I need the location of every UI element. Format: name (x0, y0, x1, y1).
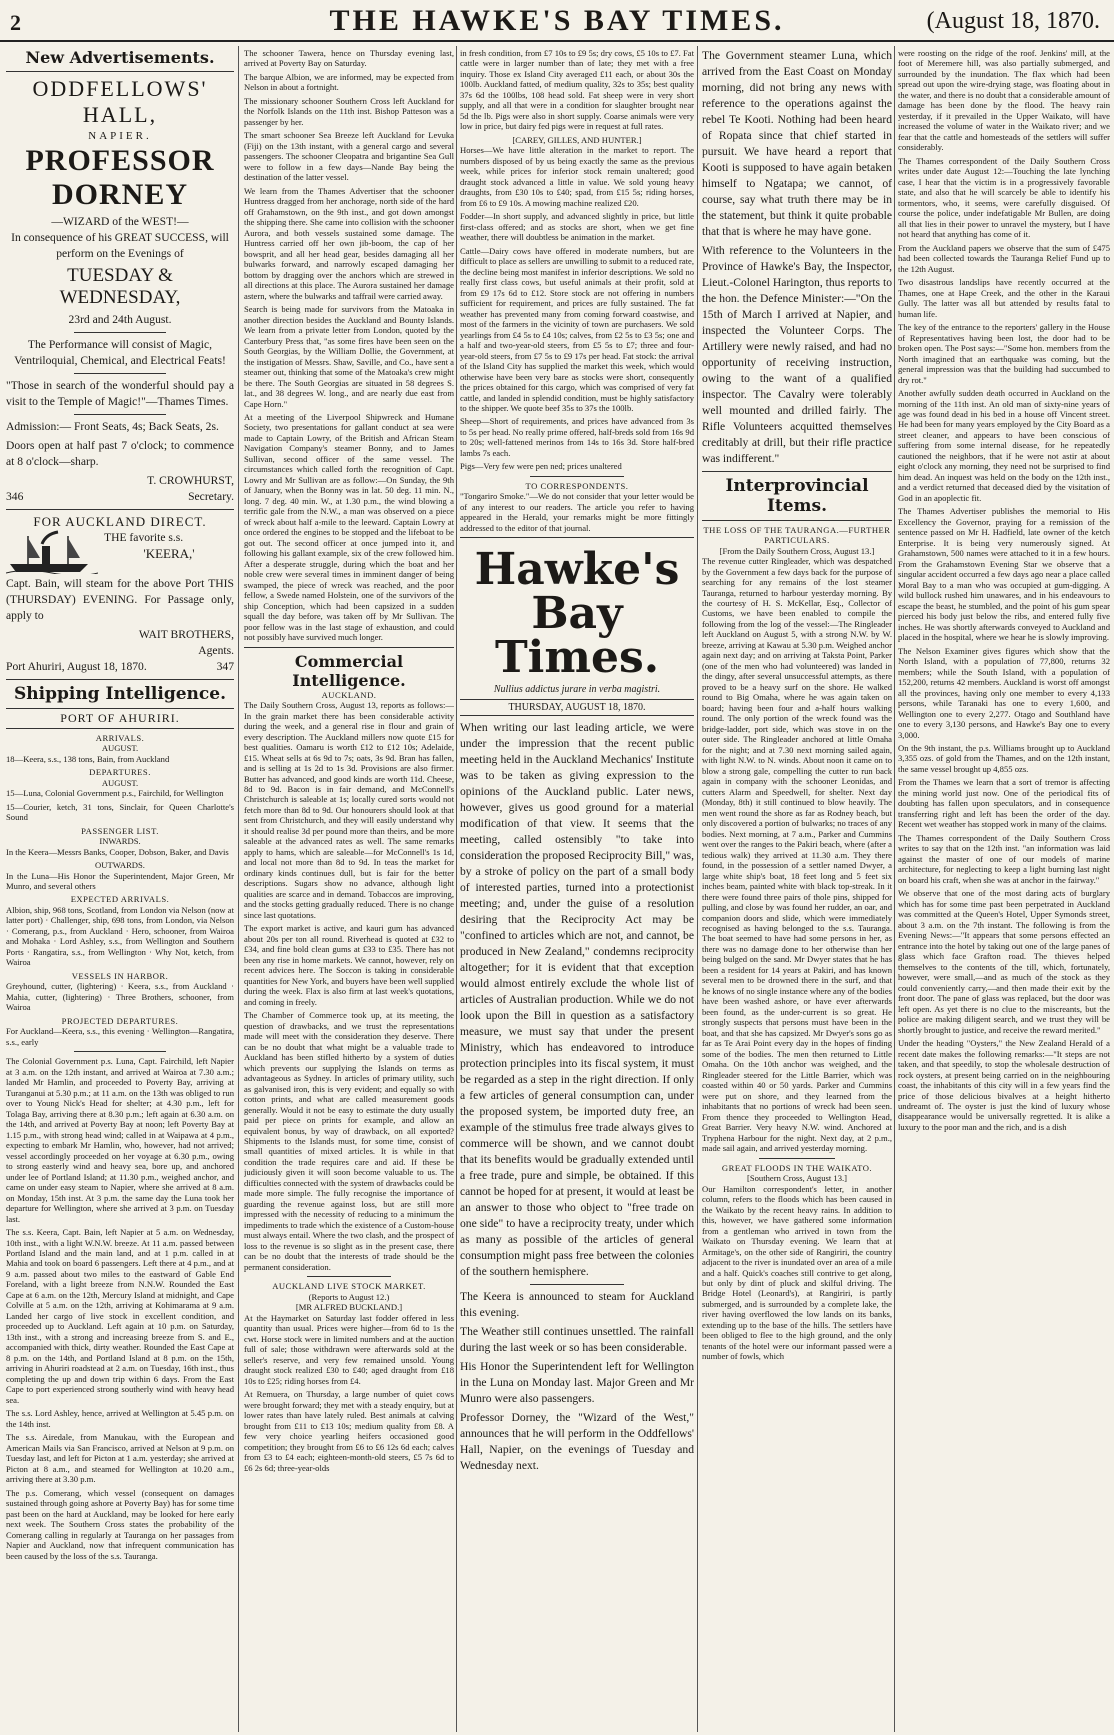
divider (6, 509, 234, 510)
news-item: On the 9th instant, the p.s. Williams brought up to Auckland 3,355 ozs. of gold from the Thames, and on the 12th instant, the same vessel brought up 4,855 ozs. (898, 743, 1110, 774)
passenger-list-heading: PASSENGER LIST. (81, 825, 159, 836)
news-item: Two disastrous landslips have recently occurred at the Thames, one at Hape Creek, and the other in the Karaui Gully. The latter was all but attended by results fatal to human life. (898, 277, 1110, 319)
month-label: AUGUST. (101, 777, 139, 788)
column-1 (6, 48, 234, 1730)
professor-dorney-heading: PROFESSOR DORNEY (25, 144, 215, 211)
column-2 (244, 48, 454, 1730)
shipping-note: The barque Albion, we are informed, may be expected from Nelson in about a fortnight. (244, 71, 454, 93)
column-rule (456, 46, 457, 1732)
departure-entry: 15—Courier, ketch, 31 tons, Sinclair, for Queen Charlotte's Sound (6, 801, 234, 823)
signatory-name: T. CROWHURST, (147, 473, 234, 487)
outwards-passengers: In the Luna—His Honor the Superintendent, Major Green, Mr Munro, and several others (6, 870, 234, 891)
live-stock-report: At the Haymarket on Saturday last fodder offered in less quantity than usual. Prices were higher—from 6d to 1s the cwt. Horse stock were in limited numbers and at the auction full of sale; those withdrawn were afterwards sold at the seller's reserve, and very few remained unsold. Young draught stock realized £30 to £40; aged draught from £18 10s to £25; riding horses from £4. (244, 1312, 454, 1386)
departure-entry: 15—Luna, Colonial Government p.s., Fairchild, for Wellington (6, 788, 224, 799)
live-stock-report: Cattle—Dairy cows have offered in moderate numbers, but are difficult to place as sellers are unwilling to submit to a reduced rate, the decline being most manifest in inferior descriptions. We sold no really first class cows, but useful animals at their profit, sold at from £9 17s 6d to £12. Store stock are not offering in numbers sufficient for requirement, and prices are fully sustained. The fat weather has prevented many from coming forward coastwise, and most of the farmers in the vicinity of town are purchasers. We sold yearlings from £4 5s to £4 10s; calves, from £2 5s to £3 5s; one and a half and two-year-old steers, from £5 5s to £7; three and four-year-old steers, from £7 5s to £9 17s per head. Fat stock: the arrival of the Island City has supplied the market this week, which would otherwise have been very bare as stocks were short, consequently the prices obtained for this cargo, which was comprised of very fat cattle, and landed in splendid condition, must be highly satisfactory to the shipper. We quote beef 35s to 37s the 100lb. (460, 245, 694, 413)
divider (530, 476, 624, 477)
live-stock-report: Horses—We have little alteration in the market to report. The numbers disposed of by us being exactly the same as the previous week, while prices for inferior stock remain unaltered; good draught stock advanced a little in value. We sold young heavy draughts, from £30 10s to £40; spad, from £15 5s; riding horses, from £6 to £9 10s. A mowing machine realized £20. (460, 145, 694, 208)
tauranga-source: [From the Daily Southern Cross, August 13.] (719, 545, 875, 556)
ad-number: 347 (216, 659, 234, 673)
editorial-motto: Nullius addictus jurare in verba magistri. (493, 684, 661, 696)
divider (307, 1276, 391, 1277)
shipping-report: The Colonial Government p.s. Luna, Capt. Fairchild, left Napier at 3 a.m. on the 12th instant, and arrived at Wairoa at 7.30 a.m.; landed Mr Hamlin, and proceeded to Poverty Bay, arriving at Turanganui at 5.30 p.m.; at 11 a.m. on the 13th was obliged to run over to Young Nick's Head for shelter; at 4.30 p.m., left for Tolaga Bay, arriving there at 8.30 p.m.; left again at 6.30 a.m. on the 14th, and arrived at Poverty Bay at noon; left Poverty Bay at 1.15 p.m., with strong head wind; called in at Waipawa at 4 p.m., expecting to embark Mr Hamlin, who, however, had not arrived; vessel accordingly proceeded on her voyage at 6.30 p.m., owing to strong easterly wind and heavy sea, bore up, and anchored under lee of Portland Island; at 11.30 p.m., weighed anchor, and came on under easy steam to Napier, where she arrived at 8 a.m. on Monday, 15th inst. At 3 p.m. the same day the Luna took her departure for Wellington, where she arrived at 3 p.m. on Tuesday last. (6, 1056, 234, 1224)
shipping-report: The s.s. Keera, Capt. Bain, left Napier at 5 a.m. on Wednesday, 10th inst., with a light W.N.W. breeze. At 11 a.m. passed between Portland Island and the main land, and at 1 p.m. called in at Mahia and took on board 6 passengers. Left there at 4 p.m., and at 9 a.m. passed about two miles to the eastward of Gable End Foreland, with a light breeze from N.N.W. Rounded the East Cape at 6 a.m. on the 12th, Mercury Island at midnight, and Cape Colville at 5 a.m. on the 12th, arriving at Kohimarama at 9 a.m. Landed her cargo of live stock in excellent condition, and proceeded up to Auckland. Left again at 10 p.m. on Saturday, 13th inst., with a strong and increasing breeze from S. and E., accompanied with thick, dirty weather. Rounded the East Cape at 8 p.m. on the 14th, and Portland Island at 8 p.m. on the 15th, arriving in Ahuriri roadstead at 2 a.m. on Tuesday, 16th inst., thus completing the up and down trip within 6 days. From the East Cape to port experienced strong southerly wind with heavy head sea. (6, 1227, 234, 1405)
local-item: With reference to the Volunteers in the Province of Hawke's Bay, the Inspector, Lieut.-Colonel Harington, thus reports to the hon. the Defence Minister:—"On the 15th of March I arrived at Napier, and inspected the Volunteer Corps. The Artillery were newly raised, and had no opportunity of receiving instruction, owing to the want of a qualified inspector. The Cavalry were tolerably well mounted and drilled fairly. The Rifle Volunteers acquitted themselves creditably at drill, but their rifle practice was indifferent." (702, 243, 892, 465)
leading-article: When writing our last leading article, we were under the impression that the recent public meeting held in the Auckland Mechanics' Institute was to be taken as giving expression to the opinions of the Auckland public. Later news, however, gives us good ground for a material modification of that view. It seems that the meeting, called ostensibly "to take into consideration the proposed Reciprocity Bill," was, by a stroke of policy on the part of a small body of interested parties, turned into a protectionist meeting; and, under the guise of a resolution desiring that the Reciprocity Act may be "confined to articles which are not, and cannot, be produced in New Zealand," condemns reciprocity altogether; for it is evident that that exception would almost entirely exclude the whole list of articles of Australian production. While we do not look upon the Bill in question as a satisfactory measure, we must say that under the present Ministry, which has endeavored to introduce protection principles into its fiscal system, it must be regarded as a step in the right direction. If only a few articles of general consumption can, under the proposed system, be imported duty free, an example of the stimulus free trade always gives to commerce will be shown, and we cannot doubt that its benefits would be gradually extended until a free trade, pure and simple, be obtained. If this cannot be hoped for at present, it would at least be an answer to those who object to "free trade on one side" to have a reciprocity treaty, under which as many as possible of the articles of general consumption might pass free between the colonies of the southern hemisphere. (460, 721, 694, 1278)
live-stock-report: Pigs—Very few were pen ned; prices unaltered (460, 461, 622, 472)
commercial-intelligence-heading: Commercial Intelligence. (292, 651, 406, 690)
commercial-report: The Chamber of Commerce took up, at its meeting, the question of drawbacks, and we trust the representations made will meet with the consideration they deserve. There can be no doubt that what might be a valuable trade to Auckland has been stifled hitherto by a system of duties which prevents our supplying the Islands on terms as advantageous as Sydney. In articles of primary utility, such as galvanised iron, this is very evident; and equally so with cotton prints, and what are called measurement goods generally. Would it not be easy to estimate the duty usually paid per piece on prints for example, and allow an equivalent bonus, by way of drawback, on all exported? Shipments to the Islands must, for some time, consist of small quantities of mixed articles. It is while in that condition the trade requires care and aid. If these be judiciously given it will soon become valuable to us. The difficulties connected with the system of drawbacks could be made more simple. The fully recognise the importance of guarding the revenue against loss, but are still more impressed with the necessity of reducing to a minimum the impediments to trade which the existence of a Custom-house must always entail. Where the two clash, and the prospect of loss to the revenue is so slight as in the present case, there can be no doubt that the interests of trade should be the permanent consideration. (244, 1010, 454, 1272)
shipping-note: We learn from the Thames Advertiser that the schooner Huntress dragged from her anchorage, north side of the hard off Grahamstown, on the 9th inst., and got down amongst the shipping there. She came into collision with the schooner Aurora, and both vessels sustained some damage. The Huntress carried off her own jib-boom, the cap of her bowsprit, and all her head gear, besides damaging all her bulwarks forward, and narrowly escaped damaging her bottom by dragging over the anchors which are strewed in all directions at this place. The Aurora sustained her damage astern, where the bulwarks and taffrail were carried away. (244, 185, 454, 301)
arrival-entry: 18—Keera, s.s., 138 tons, Bain, from Auckland (6, 753, 170, 764)
local-item: The Keera is announced to steam for Auckland this evening. (460, 1289, 694, 1319)
consequence-text: In consequence of his GREAT SUCCESS, will perform on the Evenings of (11, 230, 229, 260)
column-rule (697, 46, 698, 1732)
column-4 (702, 48, 892, 1730)
news-item: We observe that one of the most daring acts of burglary which has for some time past been perpetrated in Auckland was committed at the Queen's Hotel, Upper Symonds street, about 3 a.m. on the 7th instant. The following is from the Evening News:—"It appears that some persons effected an entrance into the hotel by taking out one of the large panes of glass which face Grafton road. The thieves helped themselves to the contents of the till, which, fortunately, however, were small,—and as much of the stock as they could conveniently carry,—and then made their exit by the front door. The pane of glass was replaced, but the door was left open. As yet there is no clue to the miscreants, but the police are making diligent search, and we trust they will be shortly brought to justice, and receive the reward merited." (898, 888, 1110, 1035)
new-advertisements-heading: New Advertisements. (25, 48, 215, 67)
agent-name: WAIT BROTHERS, (138, 627, 234, 641)
performance-dates: 23rd and 24th August. (68, 312, 172, 326)
agent-heading: [CAREY, GILLES, AND HUNTER.] (512, 134, 642, 145)
shipping-note: The schooner Tawera, hence on Thursday evening last, arrived at Poverty Bay on Saturday. (244, 48, 454, 69)
expected-arrivals-heading: EXPECTED ARRIVALS. (70, 894, 170, 905)
floods-heading: GREAT FLOODS IN THE WAIKATO. (721, 1162, 873, 1173)
keera-intro: THE favorite s.s. (104, 530, 184, 544)
column-rule (894, 46, 895, 1732)
editorial-title: Hawke's Bay Times. (474, 544, 680, 684)
tauranga-article: The revenue cutter Ringleader, which was despatched by the Government a few days back for the purpose of searching for any remains of the lost steamer Tauranga, returned to harbour yesterday morning. By the courtesy of H. S. McKellar, Esq., Collector of Customs, we have been enabled to compile the following from the log of the vessel:—The Ringleader left Auckland on August 5, with a strong N.W. by W. breeze, arriving at Kawau at 5.30 p.m. Weighed anchor again next day; and on arriving at Taksta Point, Parker (one of the men who had volunteered) was landed in the dingy, after several unsuccessful attempts, as there proved to be a heavy surf on the shore. He walked round to Big Omaha, where he was again taken on board; having been four and a-half hours walking round. The only portion of the wreck found was the bridge-ladder, port side, which was stove in on the outer side. The Ringleader anchored at little Omaha for the night; and at 7.30 next morning sailed again, with light N.W. to N. winds. About noon it came on to blow a strong gale, compelling the cutter to run back again in company with the schooner Leonidas, and cutters Alarm and Speedwell, for shelter. Next day (Monday, 8th) it still continued to blow heavily. The men went round the shore as far as Rodney beach, but only discovered a portion of bulwarks; no traces of any bodies. Next morning, at 7 a.m., Parker and Cummins went over the ranges to the Pakiri beach, where (after a tedious walk) they arrived at 11.30 a.m. They there found, in the possession of a settler named Dwyer, a large white ship's boat, 18 feet long and 5 feet six inches beam, painted white with black top-streak. In it there were found three pairs of thole pins, shipped for pulling, and close by was found her rudder, an oar, and companion doors and slide, which were immediately recognised as having belonged to the s.s. Tauranga. The boat seemed to have had some persons in her, as there was no damage done to her otherwise than her being bulged on the sand. Mr Dwyer states that he has been a resident for 14 years at Pakiri, and has known several men to be drowned there in the surf, and that he knows of no single instance where any of the bodies have been washed ashore, or have ever afterwards been found, as the under-current is so great. He strongly suspects that persons must have been in the boat, and that she has capsized. Mr Dwyer's sons go as far as Te Arai Point every day in the hopes of finding some of the bodies. The men then returned to Little Omaha. On the 10th anchor was weighed, and the Ringleader steered for the Little Barrier, which was coasted within 40 or 50 yards. Parker and Cummins were put on shore, and they learned from the inhabitants that no portions of wreck had been seen. From thence they proceeded to Wellington Head, Great Barrier. Very heavy N.W. wind. Anchored at Tryphena Harbour for the night. Next day, at 2 p.m., made sail again, and arrived yesterday morning. (702, 556, 892, 1154)
expected-arrivals-list: Albion, ship, 968 tons, Scotland, from London via Nelson (now at latter port) · Challenger, ship, 698 tons, from London, via Nelson · Comerang, p.s., from Auckland · Hero, schooner, from Wairoa and Mohaka · Lord Ashley, s.s., from Wellington and Southern Ports · Rangatira, s.s., from Wellington · Why Not, ketch, from Wairoa (6, 904, 234, 968)
news-item: Under the heading "Oysters," the New Zealand Herald of a recent date makes the following remarks:—"It steps are not taken, and that speedily, to stop the wholesale destruction of rock oysters, at present being carried on in the neighbouring coast, the inhabitants of this city will in a few years find the price of those delicious bivalves at a height hitherto undreamt of. The oyster is just the kind of luxury whose disappearance would be universally regretted. It is alike a luxury to the poor man and the rich, and is a dish (898, 1038, 1110, 1132)
correspondents-heading: TO CORRESPONDENTS. (525, 480, 629, 491)
outwards-heading: OUTWARDS. (95, 860, 145, 871)
shipping-note: The smart schooner Sea Breeze left Auckland for Levuka (Fiji) on the 13th instant, with a general cargo and several passengers. The schooner Cleopatra and brigantine Sea Gull were to follow in a few days—Nande Bay being the destination of the latter vessel. (244, 130, 454, 183)
keera-dateline (6, 659, 234, 675)
auckland-subheading: AUCKLAND. (321, 689, 377, 700)
local-item: The Government steamer Luna, which arrived from the East Coast on Monday morning, did not bring any news with reference to the operations against the rebel Te Kooti. Nothing had been heard of Ropata since that chief started in pursuit. We have heard a report that Kooti is supposed to have again betaken himself to Ngatapa; we cannot, of course, say what truth there may be in the statement, but think it quite probable that that is where he may have gone. (702, 49, 892, 238)
floods-source: [Southern Cross, August 13.] (746, 1173, 848, 1184)
divider (6, 679, 234, 680)
live-stock-agent: [MR ALFRED BUCKLAND.] (295, 1302, 403, 1313)
commercial-report: The Daily Southern Cross, August 13, reports as follows:—In the grain market there has been considerable activity during the week, and a general rise in flour and grain of every description. The Auckland millers now quote £15 for best qualities. Oamaru is worth £12 to £12 10s; Adelaide, £15. Wheat sells at 6s 9d to 7s; oats, 3s 9d. Bran has fallen, and is selling at 1s 2d to 1s 3d. Provisions are also firmer. Butter has advanced, and good kinds are worth 11d. Cheese, 8d to 9d. Bacon is in fair demand, and McConnell's Christchurch is saleable at 1s; locally cured sorts would not fetch more than 8d to 9d. Our honourers should look at that sent from Christchurch, and they will easily understand why it should realise 3d per pound more than theirs, and be more saleable at the advanced rates as well. The same remarks apply to hams, which are saleable—for McConnell's 1s 1d, and local not more than 8d to 9d. In teas the market for ordinary kinds continues dull, but is fair for the better descriptions. Sugars show no advance, although light qualities are scarce and in demand. Tobaccos are improving, and the stocks getting gradually reduced. There is no change since last quotations. (244, 700, 454, 920)
news-item: The Thames correspondent of the Daily Southern Cross writes under date August 12:—Touching the late lynching case, I hear that the victim is in a progressively favorable state, and also that he will scarcely be able to identify his tormentors, who, it seems, were carefully disguised. Of course the police, under indefatigable Mr Bullen, are doing all that lies in their power to unravel the mystery, but I have not heard that anything has come of it. (898, 155, 1110, 240)
live-stock-heading: AUCKLAND LIVE STOCK MARKET. (272, 1281, 426, 1292)
shipping-note: The missionary schooner Southern Cross left Auckland for the Norfolk Islands on the 11th inst. Bishop Patteson was a passenger by her. (244, 95, 454, 127)
month-label: AUGUST. (101, 743, 139, 754)
divider (74, 414, 165, 415)
port-heading: PORT OF AHURIRI. (6, 708, 234, 729)
shipping-note: Search is being made for survivors from the Matoaka in another direction besides the Auckland and Bounty Islands. We learn from a private letter from London, quoted by the Canterbury Press that, "as some fires have been seen on the South Georgias, by the William Dollie, the Government, at the instigation of Messrs. Shaw, Saville, and Co., have sent a steamer out, thinking that some of the Matoaka's crew might be there. The South Georgias are situated in 58 degrees S. lat., and 38 degrees W. long., and are nearly due east from Cape Horn." (244, 304, 454, 409)
admission-prices: Admission:— Front Seats, 4s; Back Seats, 2s. (6, 419, 219, 433)
local-item: The Weather still continues unsettled. The rainfall during the last week or so has been considerable. (460, 1324, 694, 1354)
news-item: The Nelson Examiner gives figures which show that the North Island, with a population of 77,800, returns 32 members; while the South Island, with a population of 152,200, returns 42 members. Auckland is worst off amongst all the provinces, having only one member to every 4,133 persons, while Taranaki has one to every 1,600, and Wellington one to every 2,277. Otago and Southland have one to every 3,130 persons, and Hawke's Bay one to every 3,000. (898, 645, 1110, 740)
commercial-report: The export market is active, and kauri gum has advanced about 20s per ton all round. Riverhead is quoted at £32 to £34, and fine bold clean gums at £33 to £35. There has not been any rise in home markets. We cannot, however, rely on recent advices here. The Soccon is taking in considerable quantities for New York, and buyers have been well supplied during the week. Flax is also firm at last week's quotations, and coming in freely. (244, 923, 454, 1007)
signatory-line (6, 489, 234, 505)
projected-departures-list: For Auckland—Keera, s.s., this evening · Wellington—Rangatira, s.s., early (6, 1026, 234, 1047)
shipping-report: The p.s. Comerang, which vessel (consequent on damages sustained through going ashore at Poverty Bay) has for some time past been on the hard at Auckland, may be looked for here early next week. The Southern Cross states the probability of the Comerang calling in regularly at Tauranga on her passages from Napier and Auckland, now that infrequent communication has been caused by the loss of the s.s. Tauranga. (6, 1487, 234, 1561)
live-stock-subheading: (Reports to August 12.) (308, 1291, 390, 1302)
divider (74, 332, 165, 333)
wizard-subheading: —WIZARD of the WEST!— (51, 215, 189, 228)
divider (6, 71, 234, 72)
shipping-note: At a meeting of the Liverpool Shipwreck and Humane Society, two presentations for gallant conduct at sea were made to Captain Lowry, of the British and African Steam Navigation Company's steamer Bonny, and to James Sullivan, second officer of the same vessel. The circumstances which called forth the recognition of Capt. Lowry and Mr Sullivan are as follow:—On Sunday, the 9th of January, when the Bonny was in lat. 50 deg. 11 min. N., long. 7 deg. 40 min. W., at 1.30 p.m., the wind blowing a terrific gale from the N.W., a man was observed on a piece of wreck about half a-mile to the leeward. Captain Lowry at once ordered the engines to be stopped and the lifeboat to be got out. The second officer at once jumped into it, and following his gallant example, six of the crew followed him. After a desperate struggle, during which the boat and her noble crew were several times in imminent danger of being swamped, the piece of wreck was reached, and the poor fellow, a Swede named Holstein, one of the survivors of the ship Conception, which had been capsized in a sudden squall the day before, was taken off by Mr Sullivan. The poor fellow was in the last stage of exhaustion, and could not possibly have survived much longer. (244, 411, 454, 643)
live-stock-report: At Remuera, on Thursday, a large number of quiet cows were brought forward; they met with a steady enquiry, but at lower rates than have lately ruled. Best animals at calving brought from £11 to £13 10s; medium quality from £8. A few very choice yearling heifers occasioned good competition; they brought from £6 to £6 12s 6d each; calves from £3 to £4 each; eighteen-month-old steers, £5 7s 6d to £6 2s 6d; three-year-olds (244, 1389, 454, 1473)
correspondents-note: "Tongariro Smoke."—We do not consider that your letter would be of any interest to our readers. The article you refer to having appeared in the Herald, your remarks might be more fittingly addressed to the editor of that journal. (460, 491, 694, 533)
news-item: The key of the entrance to the reporters' gallery in the House of Representatives having been lost, the door had to be broken open. The Post says:—"Some hon. members from the North imagined that an earthquake was coming, but the general impression was that the building had succumbed to dry rot." (898, 322, 1110, 385)
performance-description: The Performance will consist of Magic, Ventriloquial, Chemical, and Electrical Feats! (14, 337, 226, 367)
newspaper-title: THE HAWKE'S BAY TIMES. (329, 4, 785, 37)
keera-date: Port Ahuriri, August 18, 1870. (6, 659, 147, 673)
divider (74, 1051, 165, 1052)
local-item: His Honor the Superintendent left for Wellington in the Luna on Monday last. Major Green and Mr Munro were also passengers. (460, 1359, 694, 1405)
keera-body: Capt. Bain, will steam for the above Port THIS (THURSDAY) EVENING. For Passage only, apply to (6, 576, 234, 622)
napier-label: NAPIER. (88, 130, 152, 142)
divider (702, 520, 892, 521)
column-rule (238, 46, 239, 1732)
shipping-intelligence-heading: Shipping Intelligence. (14, 683, 226, 704)
shipping-report: The s.s. Airedale, from Manukau, with the European and American Mails via San Francisco, arrived at Nelson at 9 p.m. on Tuesday last, and left for Picton at 1 a.m. yesterday; she arrived at Picton at 8 a.m., and steamed for Wellington at 10.20 a.m., arriving there at 3.30 p.m. (6, 1432, 234, 1485)
news-item: From the Auckland papers we observe that the sum of £475 had been collected towards the Tauranga Relief Fund up to the 12th August. (898, 242, 1110, 274)
news-item: The Thames correspondent of the Daily Southern Cross writes to say that on the 12th inst. "an information was laid against the master of one of our models of marine architecture, for neglecting to keep a light burning last night on board his craft, when she was at anchor in the fairway." (898, 832, 1110, 885)
keera-name: 'KEERA,' (143, 545, 195, 561)
vessels-in-harbor-list: Greyhound, cutter, (lightering) · Keera, s.s., from Auckland · Mahia, cutter, (lightering) · Three Brothers, schooner, from Wairoa (6, 981, 234, 1013)
divider (244, 647, 454, 648)
page-number: 2 (10, 10, 21, 35)
arrivals-heading: ARRIVALS. (95, 732, 145, 743)
oddfellows-hall-heading: ODDFELLOWS' HALL, (32, 76, 208, 127)
live-stock-report: Fodder—In short supply, and advanced slightly in price, but little first-class offered; and as stocks are short, when we get fine weather, there will doubtless be animation in the market. (460, 211, 694, 243)
performance-days: TUESDAY & WEDNESDAY, (59, 264, 181, 308)
tauranga-heading: THE LOSS OF THE TAURANGA.—FURTHER PARTICULARS. (703, 524, 891, 546)
floods-article: Our Hamilton correspondent's letter, in another column, refers to the floods which has been caused in the Waikato by the recent heavy rains. In addition to this, however, we have gathered some information from a gentleman who arrived in town from the Waikato on Thursday evening. We learn that at Armitage's, on the other side of Rangiriri, the country adjacent to the river is inundated over an area of a mile and a half. Quick's coaches still contrive to get along, but only by dint of pluck and skilful driving. The Bridge Hotel (Leonard's), at Rangiriri, is partly submerged, and is surrounded by a complete lake, the river having overflowed the low lands on its banks, extending up to the base of the hills. The settlers have been obliged to flee to the high ground, and the only tenants of the hotel were our informant passed were a number of fowls, which (702, 1183, 892, 1362)
masthead (0, 0, 1114, 42)
signatory-role: Secretary. (188, 489, 234, 503)
departures-heading: DEPARTURES. (89, 767, 151, 778)
agent-role: Agents. (198, 643, 234, 657)
news-item: From the Thames we learn that a sort of tremor is affecting the mining world just now. One of the periodical fits of doubting has fallen upon speculators, and in consequence transferring right and left has been the order of the day. Recent wet weather has stopped work in many of the claims. (898, 777, 1110, 830)
editorial-dateline: THURSDAY, AUGUST 18, 1870. (460, 699, 694, 716)
news-item: Another awfully sudden death occurred in Auckland on the morning of the 11th inst. An old man of sixty-nine years of age was found dead in his bed in a house off Vincent street. He had been for many years employed by the City Board as a street cleaner, and appears to have been conscious of suffering from some internal disease, for he repeatedly cautioned the neighbors, that if he were not astir at about eight o'clock any morning, they need not be surprised to find him dead. An inquest was held on the body on the 12th inst., and a verdict returned that deceased died by the visitation of God in an apoplectic fit. (898, 388, 1110, 503)
news-item: were roosting on the ridge of the roof. Jenkins' mill, at the foot of Meremere hill, was also partially submerged, and surrounded by the inundation. The flax which had been spread out upon the wire-drying stage, was floating about in the water, and there is no doubt that a considerable amount of damage has been done by the flood. The heavy rain yesterday, if it prevailed in the Upper Waikato, will have increased the volume of water in the Waikato river; and we fear that the cattle and homesteads of the settlers will suffer considerably. (898, 48, 1110, 153)
inwards-heading: INWARDS. (99, 836, 141, 847)
issue-date: (August 18, 1870. (926, 8, 1100, 34)
press-quote: "Those in search of the wonderful should pay a visit to the Temple of Magic!"—Thames Times. (6, 378, 234, 408)
divider (702, 471, 892, 472)
live-stock-report: in fresh condition, from £7 10s to £9 5s; dry cows, £5 10s to £7. Fat cattle were in larger number than of late; they met with a free inquiry. Those ex Island City averaged £11 each, or about 30s the 100lb. Auckland fatted, of medium quality, 32s to 35s; best quality 37s 6d the 100lbs, 108 head sold. Fat sheep were in very short supply, and all that were in a condition for slaughter brought near 5d the lb. Pigs were also in short supply. Coarse animals were very low in price, but dairy fed pigs were in request at full rates. (460, 48, 694, 132)
divider (759, 1158, 835, 1159)
news-item: The Thames Advertiser publishes the memorial to His Excellency the Governor, praying for a remission of the sentence passed on Mr H. Hadfield, late owner of the ketch Enterprise. It is being very numerously signed. At Grahamstown, 500 names were attached to it in a few hours. From the Grahamstown Evening Star we observe that a singular accident occurred a few days ago near a place called Moral Bay to a man who was occupied at gum-digging. A wild bullock rushed him unawares, and in his endeavours to escape the beast, he stumbled, and the point of his gum spear pierced his body just below the ribs, and entered fully five inches. He was shortly afterwards conveyed to Auckland and placed in the hospital, where we hear he is slowly improving. (898, 506, 1110, 643)
inwards-passengers: In the Keera—Messrs Banks, Cooper, Dobson, Baker, and Davis (6, 846, 229, 857)
projected-departures-heading: PROJECTED DEPARTURES. (61, 1015, 179, 1026)
keera-ad (6, 530, 234, 576)
divider (530, 1284, 624, 1285)
interprovincial-heading: Interprovincial Items. (725, 475, 869, 516)
divider (460, 537, 694, 538)
local-item: Professor Dorney, the "Wizard of the West," announces that he will perform in the Oddfellows' Hall, Napier, on the evenings of Tuesday and Wednesday next. (460, 1410, 694, 1472)
live-stock-report: Sheep—Short of requirements, and prices have advanced from 3s to 5s per head. No really prime offered, half-breds sold from 16s 9d to 20s; well-fattened merinos from 14s to 16s 3d. Store half-bred lambs 7s each. (460, 416, 694, 458)
column-5 (898, 48, 1110, 1730)
divider (74, 373, 165, 374)
vessels-in-harbor-heading: VESSELS IN HARBOR. (71, 970, 169, 981)
doors-open-time: Doors open at half past 7 o'clock; to commence at 8 o'clock—sharp. (6, 438, 234, 468)
steamship-icon (6, 530, 98, 574)
column-3 (460, 48, 694, 1730)
ad-number: 346 (6, 489, 24, 503)
shipping-report: The s.s. Lord Ashley, hence, arrived at Wellington at 5.45 p.m. on the 14th inst. (6, 1408, 234, 1429)
auckland-direct-heading: FOR AUCKLAND DIRECT. (33, 513, 207, 529)
